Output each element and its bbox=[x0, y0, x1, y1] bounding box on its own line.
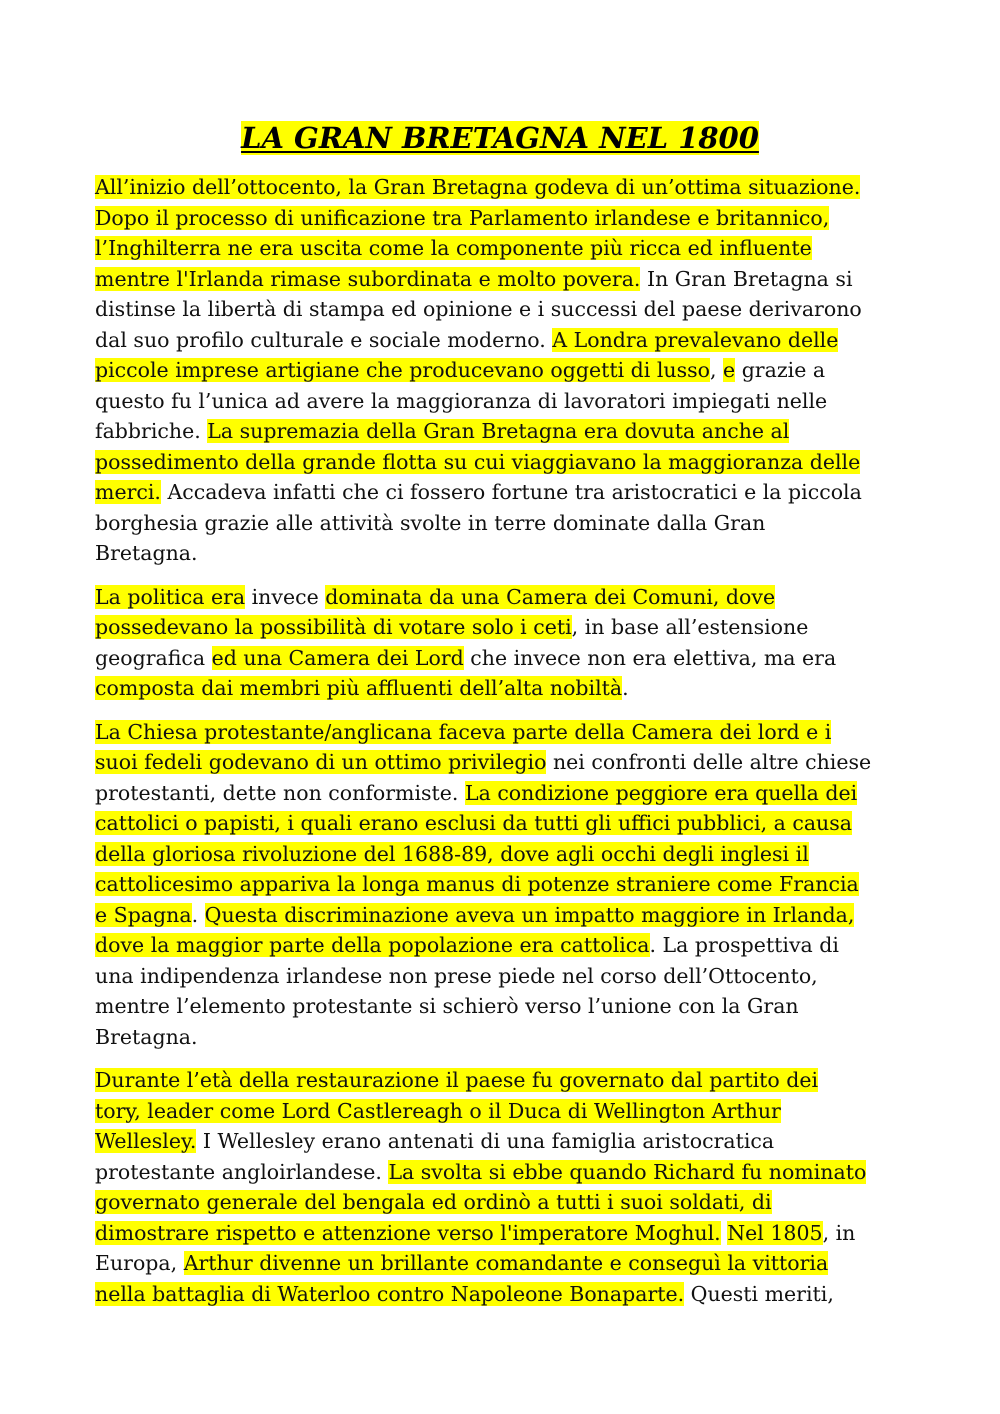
highlighted-text: possedimento della grande flotta su cui viaggiavano la maggioranza delle bbox=[95, 449, 861, 474]
plain-text: In Gran Bretagna si bbox=[640, 266, 853, 291]
text-line bbox=[95, 900, 915, 931]
highlighted-text: mentre l'Irlanda rimase subordinata e molto povera. bbox=[95, 266, 641, 291]
text-line bbox=[95, 325, 915, 356]
text-line bbox=[95, 233, 915, 264]
highlighted-text: dominata da una Camera dei Comuni, dove bbox=[325, 584, 776, 609]
plain-text: dal suo profilo culturale e sociale moderno. bbox=[95, 327, 553, 352]
highlighted-text: La supremazia della Gran Bretagna era dovuta anche al bbox=[207, 419, 790, 443]
plain-text: borghesia grazie alle attività svolte in terre dominate dalla Gran bbox=[95, 510, 766, 535]
highlighted-text: suoi fedeli godevano di un ottimo privilegio bbox=[95, 750, 547, 774]
text-line bbox=[95, 673, 915, 704]
highlighted-text: La svolta si ebbe quando Richard fu nominato bbox=[388, 1159, 867, 1184]
highlighted-text: La Chiesa protestante/anglicana faceva parte della Camera dei lord e i bbox=[95, 719, 832, 744]
text-line bbox=[95, 643, 915, 674]
text-line bbox=[95, 447, 915, 478]
highlighted-text: Wellesley. bbox=[95, 1129, 197, 1153]
plain-text: geografica bbox=[95, 645, 212, 670]
text-line bbox=[95, 717, 915, 748]
text-line bbox=[95, 386, 915, 417]
text-line bbox=[95, 930, 915, 961]
highlighted-text: Questa discriminazione aveva un impatto maggiore in Irlanda, bbox=[204, 902, 855, 927]
plain-text: che invece non era elettiva, ma era bbox=[463, 645, 837, 670]
plain-text: . La prospettiva di bbox=[649, 933, 839, 957]
plain-text: , bbox=[709, 358, 724, 382]
highlighted-text: cattolicesimo appariva la longa manus di potenze straniere come Francia bbox=[95, 872, 859, 896]
highlighted-text: dimostrare rispetto e attenzione verso l'imperatore Moghul. bbox=[95, 1220, 721, 1245]
paragraph bbox=[95, 582, 915, 704]
plain-text: protestante angloirlandese. bbox=[95, 1159, 389, 1184]
highlighted-text: merci. bbox=[95, 480, 161, 504]
document-body bbox=[95, 172, 915, 1322]
highlighted-text: e Spagna bbox=[95, 902, 192, 927]
text-line bbox=[95, 1248, 915, 1279]
text-line bbox=[95, 1022, 915, 1053]
highlighted-text: l’Inghilterra ne era uscita come la componente più ricca ed influente bbox=[95, 236, 812, 260]
highlighted-text: Durante l’età della restaurazione il paese fu governato dal partito dei bbox=[95, 1068, 819, 1092]
plain-text: , in bbox=[822, 1220, 856, 1245]
highlighted-text: ed una Camera dei Lord bbox=[211, 645, 464, 670]
highlighted-text: All’inizio dell’ottocento, la Gran Bretagna godeva di un’ottima situazione. bbox=[95, 175, 861, 199]
plain-text: Bretagna. bbox=[95, 1024, 198, 1049]
highlighted-text: e bbox=[723, 358, 736, 382]
text-line bbox=[95, 294, 915, 325]
paragraph bbox=[95, 717, 915, 1053]
plain-text: I Wellesley erano antenati di una famiglia aristocratica bbox=[196, 1129, 775, 1153]
text-line bbox=[95, 264, 915, 295]
text-line bbox=[95, 477, 915, 508]
text-line bbox=[95, 538, 915, 569]
plain-text: grazie a bbox=[735, 358, 826, 382]
highlighted-text: tory, leader come Lord Castlereagh o il Duca di Wellington Arthur bbox=[95, 1098, 781, 1123]
highlighted-text: possedevano la possibilità di votare solo i ceti bbox=[95, 615, 572, 639]
plain-text: nei confronti delle altre chiese bbox=[546, 750, 872, 774]
plain-text: mentre l’elemento protestante si schierò verso l’unione con la Gran bbox=[95, 994, 799, 1018]
plain-text: . bbox=[622, 676, 629, 700]
paragraph bbox=[95, 1065, 915, 1309]
text-line bbox=[95, 612, 915, 643]
text-line bbox=[95, 839, 915, 870]
text-line bbox=[95, 1279, 915, 1310]
highlighted-text: governato generale del bengala ed ordinò a tutti i suoi soldati, di bbox=[95, 1190, 772, 1214]
text-line bbox=[95, 1218, 915, 1249]
text-line bbox=[95, 961, 915, 992]
plain-text: protestanti, dette non conformiste. bbox=[95, 780, 465, 805]
highlighted-text: nella battaglia di Waterloo contro Napoleone Bonaparte. bbox=[95, 1281, 685, 1306]
text-line bbox=[95, 1157, 915, 1188]
text-line bbox=[95, 991, 915, 1022]
plain-text: Europa, bbox=[95, 1251, 184, 1275]
plain-text: questo fu l’unica ad avere la maggioranza di lavoratori impiegati nelle bbox=[95, 388, 828, 413]
plain-text: invece bbox=[245, 584, 326, 609]
text-line bbox=[95, 508, 915, 539]
highlighted-text: La politica era bbox=[95, 584, 246, 609]
text-line bbox=[95, 416, 915, 447]
text-line bbox=[95, 203, 915, 234]
highlighted-text: La condizione peggiore era quella dei bbox=[464, 780, 858, 805]
plain-text: , in base all’estensione bbox=[571, 615, 809, 639]
text-line bbox=[95, 355, 915, 386]
highlighted-text: Nel 1805 bbox=[727, 1220, 823, 1245]
text-line bbox=[95, 1187, 915, 1218]
text-line bbox=[95, 808, 915, 839]
text-line bbox=[95, 778, 915, 809]
text-line bbox=[95, 1096, 915, 1127]
text-line bbox=[95, 869, 915, 900]
page-title bbox=[0, 118, 1000, 158]
page-title-text: LA GRAN BRETAGNA NEL 1800 bbox=[241, 121, 759, 155]
highlighted-text: dove la maggior parte della popolazione era cattolica bbox=[95, 933, 650, 957]
highlighted-text: composta dai membri più affluenti dell’alta nobiltà bbox=[95, 676, 623, 700]
highlighted-text: della gloriosa rivoluzione del 1688-89, dove agli occhi degli inglesi il bbox=[95, 841, 809, 866]
plain-text: Accadeva infatti che ci fossero fortune tra aristocratici e la piccola bbox=[160, 480, 862, 504]
plain-text: Questi meriti, bbox=[684, 1281, 834, 1306]
plain-text: distinse la libertà di stampa ed opinione e i successi del paese derivarono bbox=[95, 297, 862, 321]
paragraph bbox=[95, 172, 915, 569]
text-line bbox=[95, 1065, 915, 1096]
plain-text: Bretagna. bbox=[95, 541, 198, 565]
plain-text: . bbox=[191, 902, 205, 927]
plain-text: fabbriche. bbox=[95, 419, 208, 443]
text-line bbox=[95, 747, 915, 778]
highlighted-text: Arthur divenne un brillante comandante e conseguì la vittoria bbox=[183, 1251, 829, 1275]
plain-text: una indipendenza irlandese non prese piede nel corso dell’Ottocento, bbox=[95, 963, 818, 988]
text-line bbox=[95, 1126, 915, 1157]
text-line bbox=[95, 582, 915, 613]
highlighted-text: Dopo il processo di unificazione tra Parlamento irlandese e britannico, bbox=[95, 205, 830, 230]
text-line bbox=[95, 172, 915, 203]
highlighted-text: A Londra prevalevano delle bbox=[552, 327, 839, 352]
highlighted-text: cattolici o papisti, i quali erano esclusi da tutti gli uffici pubblici, a causa bbox=[95, 811, 852, 835]
highlighted-text: piccole imprese artigiane che producevano oggetti di lusso bbox=[95, 358, 710, 382]
